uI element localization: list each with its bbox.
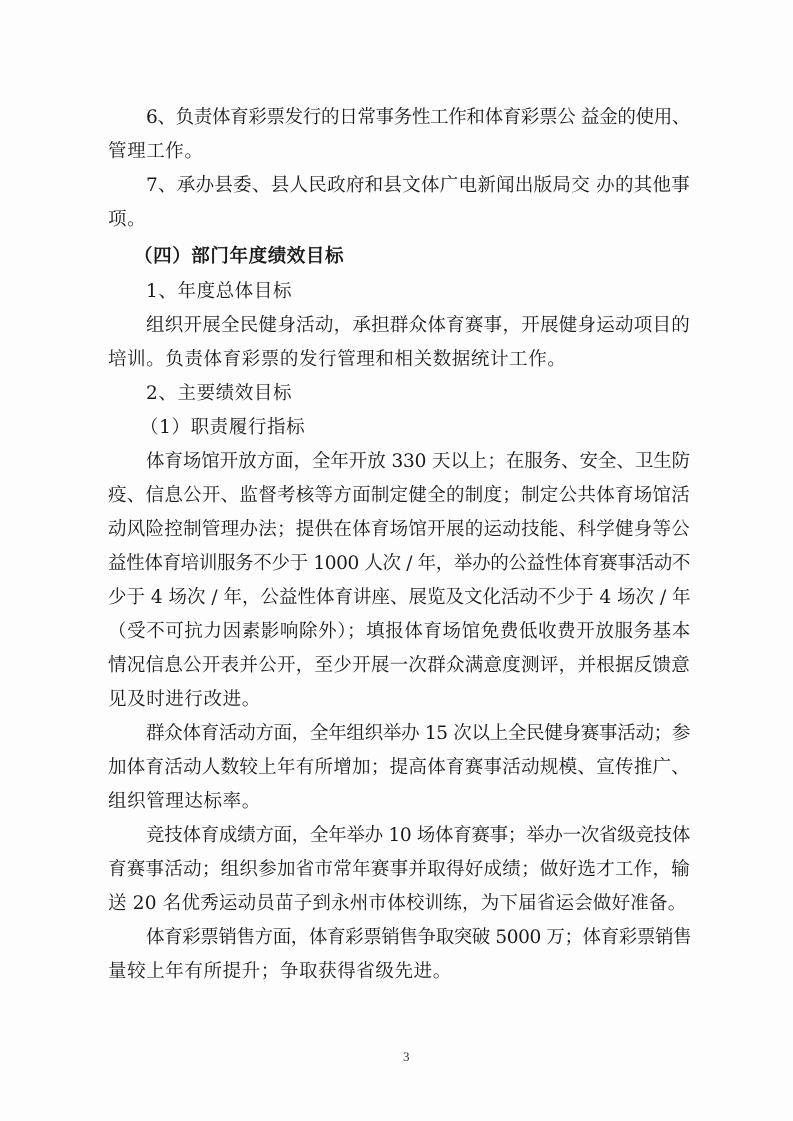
venue-line-5: 少于 4 场次 / 年，公益性体育讲座、展览及文化活动不少于 4 场次 / 年 — [108, 587, 691, 608]
venue-line-4: 益性体育培训服务不少于 1000 人次 / 年，举办的公益性体育赛事活动不 — [108, 553, 690, 574]
lottery-line-1: 体育彩票销售方面，体育彩票销售争取突破 5000 万；体育彩票销售 — [146, 927, 692, 948]
lottery-line-2: 量较上年有所提升；争取获得省级先进。 — [108, 961, 452, 982]
section-heading: （四）部门年度绩效目标 — [134, 246, 345, 267]
page-number: 3 — [403, 1049, 410, 1064]
item-7-line-2: 项。 — [108, 209, 147, 230]
goal-2-title: 2、主要绩效目标 — [146, 383, 293, 404]
item-6-line-2: 管理工作。 — [108, 141, 204, 162]
competitive-line-3: 送 20 名优秀运动员苗子到永州市体校训练，为下届省运会做好准备。 — [108, 893, 687, 914]
venue-line-1: 体育场馆开放方面，全年开放 330 天以上；在服务、安全、卫生防 — [146, 451, 690, 472]
mass-line-2: 加体育活动人数较上年有所增加；提高体育赛事活动规模、宣传推广、 — [108, 757, 690, 778]
mass-line-3: 组织管理达标率。 — [108, 791, 261, 812]
goal-1-body-line-1: 组织开展全民健身活动，承担群众体育赛事，开展健身运动项目的 — [146, 315, 690, 336]
venue-line-3: 动风险控制管理办法；提供在体育场馆开展的运动技能、科学健身等公 — [108, 519, 690, 540]
indicator-title: （1）职责履行指标 — [140, 417, 306, 438]
venue-line-7: 情况信息公开表并公开，至少开展一次群众满意度测评，并根据反馈意 — [108, 655, 690, 676]
item-7-line-1: 7、承办县委、县人民政府和县文体广电新闻出版局交 办的其他事 — [146, 175, 690, 196]
venue-line-2: 疫、信息公开、监督考核等方面制定健全的制度；制定公共体育场馆活 — [108, 485, 690, 506]
goal-1-title: 1、年度总体目标 — [146, 281, 293, 302]
item-6-line-1: 6、负责体育彩票发行的日常事务性工作和体育彩票公 益金的使用、 — [146, 107, 690, 128]
venue-line-6: （受不可抗力因素影响除外）；填报体育场馆免费低收费开放服务基本 — [108, 621, 691, 642]
competitive-line-1: 竞技体育成绩方面，全年举办 10 场体育赛事；举办一次省级竞技体 — [146, 825, 690, 846]
goal-1-body-line-2: 培训。负责体育彩票的发行管理和相关数据统计工作。 — [108, 349, 567, 370]
venue-line-8: 见及时进行改进。 — [108, 689, 261, 710]
competitive-line-2: 育赛事活动；组织参加省市常年赛事并取得好成绩；做好选才工作，输 — [108, 859, 690, 880]
mass-line-1: 群众体育活动方面，全年组织举办 15 次以上全民健身赛事活动；参 — [146, 723, 690, 744]
